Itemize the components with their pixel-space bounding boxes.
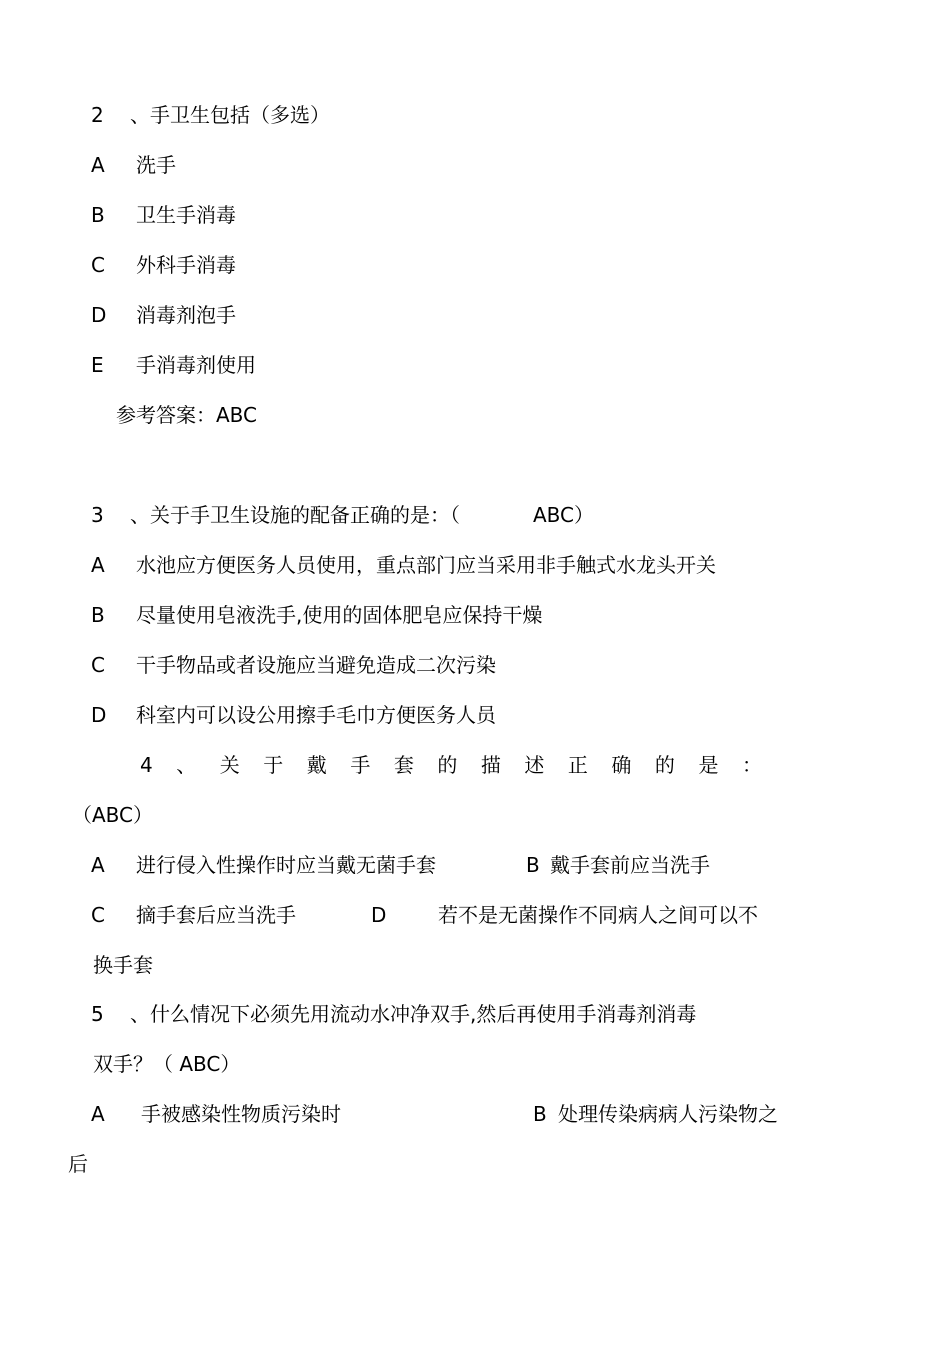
q5-option-a-letter: A [91,1102,105,1126]
q5-stem-line2: 双手？（ ABC） [93,1052,241,1076]
q4-stem-char: 4 [140,753,153,777]
q4-stem-char: 关 [219,753,240,777]
q4-stem-char: 手 [350,753,371,777]
q4-stem-char: 于 [263,753,284,777]
q4-stem-char: 述 [524,753,545,777]
q5-option-a-text: 手被感染性物质污染时 [141,1102,341,1126]
q5-number: 5 [91,1002,104,1026]
q4-option-d-text: 若不是无菌操作不同病人之间可以不 [438,903,758,927]
q3-stem: 、关于手卫生设施的配备正确的是：（ [130,503,460,527]
q4-stem-char: 的 [437,753,458,777]
q2-answer: 参考答案：ABC [116,403,258,427]
q3-option-c-letter: C [91,653,105,677]
q3-answer: ABC） [533,503,595,527]
q4-answer: （ABC） [72,803,154,827]
q4-option-b-text: 戴手套前应当洗手 [550,853,710,877]
q4-option-b-letter: B [526,853,540,877]
q2-option-e-letter: E [91,353,104,377]
q3-option-a-text: 水池应方便医务人员使用，重点部门应当采用非手触式水龙头开关 [136,553,716,577]
q4-stem-char: 正 [567,753,588,777]
q4-option-a-letter: A [91,853,105,877]
q4-option-c-letter: C [91,903,105,927]
q4-option-d-letter: D [371,903,387,927]
q2-stem: 、手卫生包括（多选） [130,103,330,127]
q2-option-b-text: 卫生手消毒 [136,203,236,227]
q2-option-a-text: 洗手 [136,153,176,177]
q3-number: 3 [91,503,104,527]
q4-stem-char: 套 [393,753,414,777]
q3-option-d-text: 科室内可以设公用擦手毛巾方便医务人员 [136,703,496,727]
q2-option-b-letter: B [91,203,105,227]
q3-option-c-text: 干手物品或者设施应当避免造成二次污染 [136,653,496,677]
q2-option-c-text: 外科手消毒 [136,253,236,277]
q4-stem-char: ： [741,753,762,777]
q4-stem-char: 戴 [306,753,327,777]
q3-option-d-letter: D [91,703,107,727]
q4-stem-char: 的 [654,753,675,777]
q4-option-a-text: 进行侵入性操作时应当戴无菌手套 [136,853,436,877]
q4-option-c-text: 摘手套后应当洗手 [136,903,296,927]
q5-stem-line1: 、什么情况下必须先用流动水冲净双手,然后再使用手消毒剂消毒 [130,1002,697,1026]
q4-stem-char: 、 [176,753,197,777]
q2-option-c-letter: C [91,253,105,277]
q5-option-b-continued: 后 [68,1152,88,1176]
q4-stem-char: 描 [480,753,501,777]
q3-option-b-text: 尽量使用皂液洗手,使用的固体肥皂应保持干燥 [136,603,543,627]
q2-option-a-letter: A [91,153,105,177]
q2-option-e-text: 手消毒剂使用 [136,353,256,377]
q2-number: 2 [91,103,104,127]
q2-option-d-text: 消毒剂泡手 [136,303,236,327]
q4-stem-char: 确 [611,753,632,777]
q4-option-d-continued: 换手套 [93,953,153,977]
q4-stem-char: 是 [698,753,719,777]
q5-option-b-text: 处理传染病病人污染物之 [558,1102,778,1126]
q4-stem [140,753,762,777]
q2-option-d-letter: D [91,303,107,327]
q3-option-b-letter: B [91,603,105,627]
q5-option-b-letter: B [533,1102,547,1126]
q3-option-a-letter: A [91,553,105,577]
